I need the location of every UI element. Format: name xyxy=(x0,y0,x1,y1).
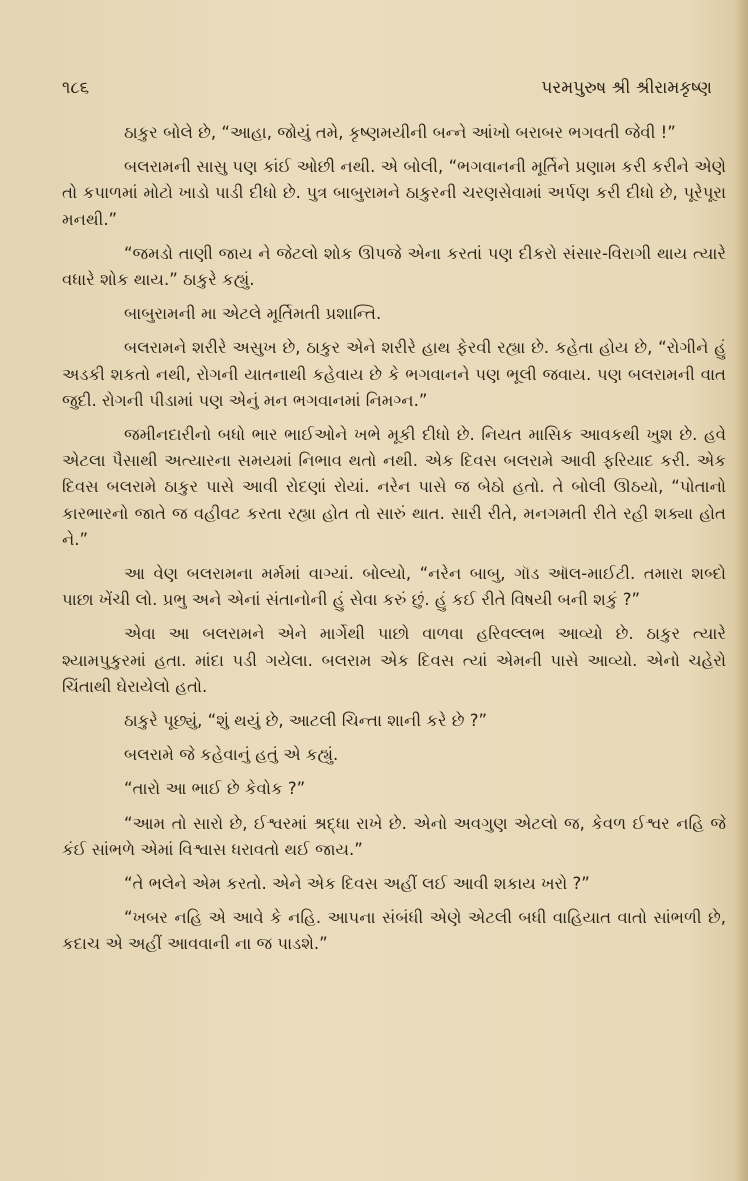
paragraph: “આમ તો સારો છે, ઈશ્વરમાં શ્રદ્ધા રાખે છે. એનો અવગુણ એટલો જ, કેવળ ઈશ્વર નહિ જે કંઈ સાંભળે એમાં વિશ્વાસ ધરાવતો થઈ જાય.” xyxy=(62,813,726,859)
paragraph: એવા આ બલરામને એને માર્ગેથી પાછો વાળવા હરિવલ્લભ આવ્યો છે. ઠાકુર ત્યારે શ્યામપુકુરમાં હતા. માંદા પડી ગયેલા. બલરામ એક દિવસ ત્યાં એમની પાસે આવ્યો. એનો ચહેરો ચિંતાથી ઘેરાયેલો હતો. xyxy=(62,624,726,696)
paragraph: ઠાકુર બોલે છે, “આહા, જોયું તમે, કૃષ્ણમયીની બન્ને આંખો બરાબર ભગવતી જેવી !” xyxy=(124,123,676,142)
page-header xyxy=(62,78,712,98)
paragraph: બલરામને શરીરે અસુખ છે, ઠાકુર એને શરીરે હાથ ફેરવી રહ્યા છે. કહેતા હોય છે, “રોગીને હું અડકી શકતો નથી, રોગની યાતનાથી કહેવાય છે કે ભગવાનને પણ ભૂલી જવાય. પણ બલરામની વાત જુદી. રોગની પીડામાં પણ એનું મન ભગવાનમાં નિમગ્ન.” xyxy=(62,338,726,410)
paragraph: બલરામની સાસુ પણ કાંઈ ઓછી નથી. એ બોલી, “ભગવાનની મૂર્તિને પ્રણામ કરી કરીને એણે તો કપાળમાં મોટો ખાડો પાડી દીધો છે. પુત્ર બાબુરામને ઠાકુરની ચરણસેવામાં અર્પણ કરી દીધો છે, પૂરેપૂરા મનથી.” xyxy=(62,157,726,229)
paragraph: આ વેણ બલરામના મર્મમાં વાગ્યાં. બોલ્યો, “નરેન બાબુ, ગૉડ ઑલ-માઈટી. તમારા શબ્દો પાછા ખેંચી લો. પ્રભુ અને એનાં સંતાનોની હું સેવા કરું છું. હું કઈ રીતે વિષયી બની શકું ?” xyxy=(62,564,726,610)
paragraph: “જમડો તાણી જાય ને જેટલો શોક ઊપજે એના કરતાં પણ દીકરો સંસાર-વિરાગી થાય ત્યારે વધારે શોક થાય.” ઠાકુરે કહ્યું. xyxy=(62,243,726,290)
paragraph: “તારો આ ભાઈ છે કેવોક ?” xyxy=(124,779,306,799)
paragraph: ઠાકુરે પૂછ્યું, “શું થયું છે, આટલી ચિન્તા શાની કરે છે ?” xyxy=(124,711,488,731)
paragraph: જમીનદારીનો બધો ભાર ભાઈઓને ખભે મૂકી દીધો છે. નિયત માસિક આવકથી ખુશ છે. હવે એટલા પૈસાથી અત્યારના સમયમાં નિભાવ થતો નથી. એક દિવસ બલરામે આવી ફરિયાદ કરી. એક દિવસ બલરામે ઠાકુર પાસે આવી રોદણાં રોયાં. નરેન પાસે જ બેઠો હતો. તે બોલી ઊઠયો, “પોતાનો કારભારનો જાતે જ વહીવટ કરતા રહ્યા હોત તો સારું થાત. સારી રીતે, મનગમતી રીતે રહી શક્યા હોત ને.” xyxy=(62,425,726,549)
page-body xyxy=(62,120,726,966)
paragraph: “તે ભલેને એમ કરતો. એને એક દિવસ અહીં લઈ આવી શકાય ખરો ?” xyxy=(124,874,590,894)
paragraph: “ખબર નહિ એ આવે કે નહિ. આપના સંબંધી એણે એટલી બધી વાહિયાત વાતો સાંભળી છે, કદાચ એ અહીં આવવાની ના જ પાડશે.” xyxy=(62,908,726,954)
page-edge-shadow xyxy=(734,0,748,1181)
page-number: ૧૮૬ xyxy=(62,78,90,98)
paragraph: બલરામે જે કહેવાનું હતું એ કહ્યું. xyxy=(124,745,339,765)
running-title: પરમપુરુષ શ્રી શ્રીરામકૃષ્ણ xyxy=(541,78,712,98)
paragraph: બાબુરામની મા એટલે મૂર્તિમતી પ્રશાન્તિ. xyxy=(124,304,382,324)
